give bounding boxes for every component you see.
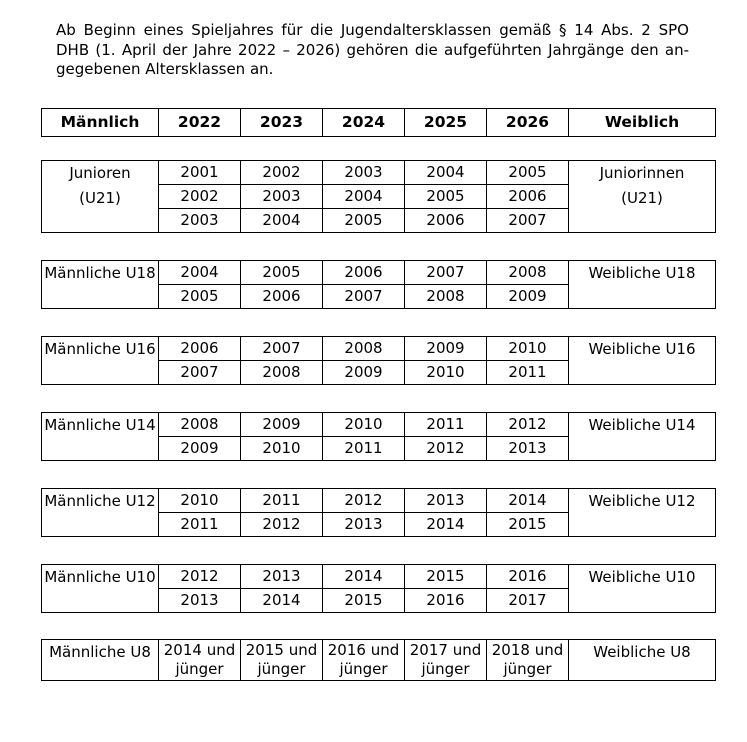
year-cell: 2013 <box>487 436 569 460</box>
year-cell: 2014 <box>405 512 487 536</box>
row-label-left-u14 <box>42 412 159 460</box>
row-label-right-u18 <box>569 260 716 308</box>
year-cell: 2006 <box>487 184 569 208</box>
row-label-line: Weibliche U14 <box>588 415 696 434</box>
row-label-line: Männliche U18 <box>44 263 156 282</box>
age-block-u18 <box>41 260 716 309</box>
year-row <box>42 639 716 680</box>
row-label-right-u10 <box>569 564 716 612</box>
intro-line-2: DHB (1. April der Jahre 2022 – 2026) gehören die aufgeführten Jahrgänge den an- <box>56 40 689 59</box>
year-cell: 2004 <box>323 184 405 208</box>
intro-paragraph <box>56 21 689 80</box>
column-header-season-3: 2024 <box>323 108 405 136</box>
year-cell: 2006 <box>159 336 241 360</box>
year-cell: 2010 <box>241 436 323 460</box>
header-table <box>41 108 716 137</box>
row-label-line: Männliche U14 <box>44 415 156 434</box>
year-cell: 2012 <box>323 488 405 512</box>
year-cell: 2005 <box>241 260 323 284</box>
year-cell: 2015 und jünger <box>241 639 323 680</box>
age-block-u10 <box>41 564 716 613</box>
row-label-line: Weibliche U18 <box>588 263 696 282</box>
row-label-right-u12 <box>569 488 716 536</box>
year-cell: 2015 <box>405 564 487 588</box>
year-cell: 2014 und jünger <box>159 639 241 680</box>
year-row <box>42 412 716 436</box>
row-label-line: Juniorinnen <box>599 163 685 182</box>
year-cell: 2008 <box>323 336 405 360</box>
year-cell: 2011 <box>323 436 405 460</box>
year-cell: 2015 <box>323 588 405 612</box>
year-cell: 2001 <box>159 160 241 184</box>
year-cell: 2004 <box>241 208 323 232</box>
column-header-maennlich: Männlich <box>42 108 159 136</box>
year-row <box>42 488 716 512</box>
row-label-line: Weibliche U10 <box>588 567 696 586</box>
row-label-left-u21 <box>42 160 159 232</box>
age-block-u8 <box>41 639 716 681</box>
row-label-line: Weibliche U8 <box>593 642 691 661</box>
year-cell: 2007 <box>159 360 241 384</box>
year-cell: 2009 <box>323 360 405 384</box>
row-label-right-u8 <box>569 639 716 680</box>
year-cell: 2007 <box>487 208 569 232</box>
row-label-left-u10 <box>42 564 159 612</box>
year-cell: 2014 <box>487 488 569 512</box>
row-label-left-u8 <box>42 639 159 680</box>
column-header-season-4: 2025 <box>405 108 487 136</box>
year-cell: 2013 <box>241 564 323 588</box>
year-row <box>42 260 716 284</box>
year-row <box>42 160 716 184</box>
year-row <box>42 564 716 588</box>
year-cell: 2008 <box>241 360 323 384</box>
year-cell: 2009 <box>241 412 323 436</box>
age-class-blocks <box>0 160 747 681</box>
year-cell: 2018 und jünger <box>487 639 569 680</box>
year-cell: 2012 <box>241 512 323 536</box>
row-label-line: Weibliche U16 <box>588 339 696 358</box>
row-label-right-u14 <box>569 412 716 460</box>
year-cell: 2010 <box>159 488 241 512</box>
year-cell: 2007 <box>405 260 487 284</box>
age-block-u21 <box>41 160 716 233</box>
column-header-season-1: 2022 <box>159 108 241 136</box>
year-cell: 2016 und jünger <box>323 639 405 680</box>
row-label-line: Junioren <box>69 163 131 182</box>
year-cell: 2005 <box>159 284 241 308</box>
year-cell: 2013 <box>323 512 405 536</box>
year-cell: 2003 <box>323 160 405 184</box>
year-cell: 2007 <box>323 284 405 308</box>
year-cell: 2002 <box>241 160 323 184</box>
year-cell: 2003 <box>241 184 323 208</box>
year-cell: 2007 <box>241 336 323 360</box>
column-header-season-5: 2026 <box>487 108 569 136</box>
year-cell: 2015 <box>487 512 569 536</box>
age-block-u16 <box>41 336 716 385</box>
year-cell: 2014 <box>241 588 323 612</box>
row-label-line: Männliche U8 <box>49 642 151 661</box>
year-cell: 2010 <box>487 336 569 360</box>
row-label-line: Männliche U10 <box>44 567 156 586</box>
year-cell: 2010 <box>323 412 405 436</box>
year-cell: 2008 <box>405 284 487 308</box>
column-header-weiblich: Weiblich <box>569 108 716 136</box>
header-row <box>42 108 716 136</box>
age-block-u12 <box>41 488 716 537</box>
year-cell: 2002 <box>159 184 241 208</box>
year-cell: 2005 <box>487 160 569 184</box>
row-label-line: Männliche U16 <box>44 339 156 358</box>
year-cell: 2004 <box>405 160 487 184</box>
intro-line-1: Ab Beginn eines Spieljahres für die Jugendaltersklassen gemäß § 14 Abs. 2 SPO <box>56 21 689 39</box>
year-cell: 2011 <box>487 360 569 384</box>
year-cell: 2009 <box>487 284 569 308</box>
year-cell: 2011 <box>405 412 487 436</box>
year-cell: 2013 <box>405 488 487 512</box>
row-label-left-u16 <box>42 336 159 384</box>
year-cell: 2016 <box>405 588 487 612</box>
year-cell: 2012 <box>405 436 487 460</box>
row-label-right-u21 <box>569 160 716 232</box>
column-header-season-2: 2023 <box>241 108 323 136</box>
year-cell: 2004 <box>159 260 241 284</box>
year-cell: 2003 <box>159 208 241 232</box>
year-cell: 2010 <box>405 360 487 384</box>
intro-line-3: gegebenen Altersklassen an. <box>56 60 274 78</box>
row-label-line: Männliche U12 <box>44 491 156 510</box>
year-cell: 2005 <box>323 208 405 232</box>
year-cell: 2005 <box>405 184 487 208</box>
year-cell: 2013 <box>159 588 241 612</box>
row-label-left-u18 <box>42 260 159 308</box>
year-cell: 2017 <box>487 588 569 612</box>
row-label-line: (U21) <box>621 189 663 207</box>
year-cell: 2008 <box>159 412 241 436</box>
year-cell: 2016 <box>487 564 569 588</box>
year-cell: 2012 <box>159 564 241 588</box>
age-block-u14 <box>41 412 716 461</box>
row-label-line: Weibliche U12 <box>588 491 696 510</box>
year-cell: 2006 <box>405 208 487 232</box>
year-cell: 2008 <box>487 260 569 284</box>
year-cell: 2011 <box>241 488 323 512</box>
row-label-right-u16 <box>569 336 716 384</box>
year-cell: 2006 <box>323 260 405 284</box>
year-cell: 2014 <box>323 564 405 588</box>
year-cell: 2017 und jünger <box>405 639 487 680</box>
year-cell: 2009 <box>405 336 487 360</box>
year-cell: 2006 <box>241 284 323 308</box>
year-row <box>42 336 716 360</box>
year-cell: 2011 <box>159 512 241 536</box>
row-label-left-u12 <box>42 488 159 536</box>
year-cell: 2009 <box>159 436 241 460</box>
year-cell: 2012 <box>487 412 569 436</box>
row-label-line: (U21) <box>79 189 121 207</box>
